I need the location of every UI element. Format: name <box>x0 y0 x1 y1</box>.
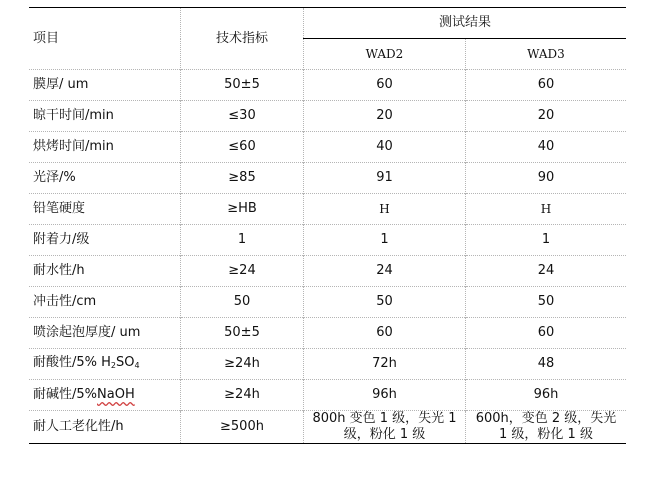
row-spec: ≥500h <box>181 411 304 444</box>
row-item <box>29 349 181 380</box>
table-row <box>29 411 626 444</box>
table-row <box>29 194 626 225</box>
row-item-prefix: 耐酸性/5% H <box>33 354 111 370</box>
row-item-prefix: 耐碱性/5% <box>33 387 98 402</box>
row-wad2: 72h <box>304 349 466 380</box>
row-wad3: 24 <box>466 256 627 287</box>
header-row <box>29 8 626 39</box>
row-spec: ≥24h <box>181 349 304 380</box>
row-item: 膜厚/ um <box>29 70 181 101</box>
row-wad2: 800h 变色 1 级，失光 1 级，粉化 1 级 <box>304 411 466 444</box>
row-wad2: 91 <box>304 163 466 194</box>
spec-table-container <box>29 7 626 444</box>
row-item: 耐人工老化性/h <box>29 411 181 444</box>
header-spec: 技术指标 <box>181 8 304 70</box>
row-wad3: 50 <box>466 287 627 318</box>
header-results: 测试结果 <box>304 8 627 39</box>
row-item-subscript: 2 <box>110 360 117 370</box>
row-wad3: 20 <box>466 101 627 132</box>
header-wad2: WAD2 <box>304 39 466 70</box>
row-item: 晾干时间/min <box>29 101 181 132</box>
row-wad3: H <box>466 194 627 225</box>
row-item-formula: NaOH <box>97 387 135 402</box>
row-wad3: 48 <box>466 349 627 380</box>
row-spec: ≥85 <box>181 163 304 194</box>
row-wad3: 40 <box>466 132 627 163</box>
row-item: 铅笔硬度 <box>29 194 181 225</box>
row-wad3: 60 <box>466 318 627 349</box>
row-spec: ≥HB <box>181 194 304 225</box>
row-wad2: 60 <box>304 70 466 101</box>
row-spec: ≤30 <box>181 101 304 132</box>
table-row <box>29 287 626 318</box>
row-spec: 1 <box>181 225 304 256</box>
row-spec: ≥24 <box>181 256 304 287</box>
table-row <box>29 256 626 287</box>
row-item-subscript: 4 <box>134 360 140 370</box>
row-item: 烘烤时间/min <box>29 132 181 163</box>
row-item: 冲击性/cm <box>29 287 181 318</box>
row-spec: 50 <box>181 287 304 318</box>
row-spec: ≥24h <box>181 380 304 411</box>
row-wad3: 1 <box>466 225 627 256</box>
table-row <box>29 380 626 411</box>
table-row <box>29 349 626 380</box>
row-wad3: 600h，变色 2 级，失光 1 级，粉化 1 级 <box>466 411 627 444</box>
row-item: 耐水性/h <box>29 256 181 287</box>
row-wad3: 90 <box>466 163 627 194</box>
table-row <box>29 225 626 256</box>
row-item: 喷涂起泡厚度/ um <box>29 318 181 349</box>
row-wad2: 50 <box>304 287 466 318</box>
row-wad2: 40 <box>304 132 466 163</box>
table-row <box>29 163 626 194</box>
row-wad3: 60 <box>466 70 627 101</box>
table-row <box>29 318 626 349</box>
row-wad2: 20 <box>304 101 466 132</box>
row-spec: 50±5 <box>181 318 304 349</box>
row-spec: 50±5 <box>181 70 304 101</box>
row-wad2: H <box>304 194 466 225</box>
row-wad2: 1 <box>304 225 466 256</box>
row-item-formula: SO <box>116 354 135 370</box>
coating-test-results-table <box>29 7 626 444</box>
row-spec: ≤60 <box>181 132 304 163</box>
row-wad2: 60 <box>304 318 466 349</box>
row-wad3: 96h <box>466 380 627 411</box>
table-row <box>29 101 626 132</box>
row-item <box>29 380 181 411</box>
header-wad3: WAD3 <box>466 39 627 70</box>
row-item: 附着力/级 <box>29 225 181 256</box>
table-row <box>29 70 626 101</box>
table-row <box>29 132 626 163</box>
row-wad2: 96h <box>304 380 466 411</box>
row-item: 光泽/% <box>29 163 181 194</box>
header-item: 项目 <box>29 8 181 70</box>
row-wad2: 24 <box>304 256 466 287</box>
